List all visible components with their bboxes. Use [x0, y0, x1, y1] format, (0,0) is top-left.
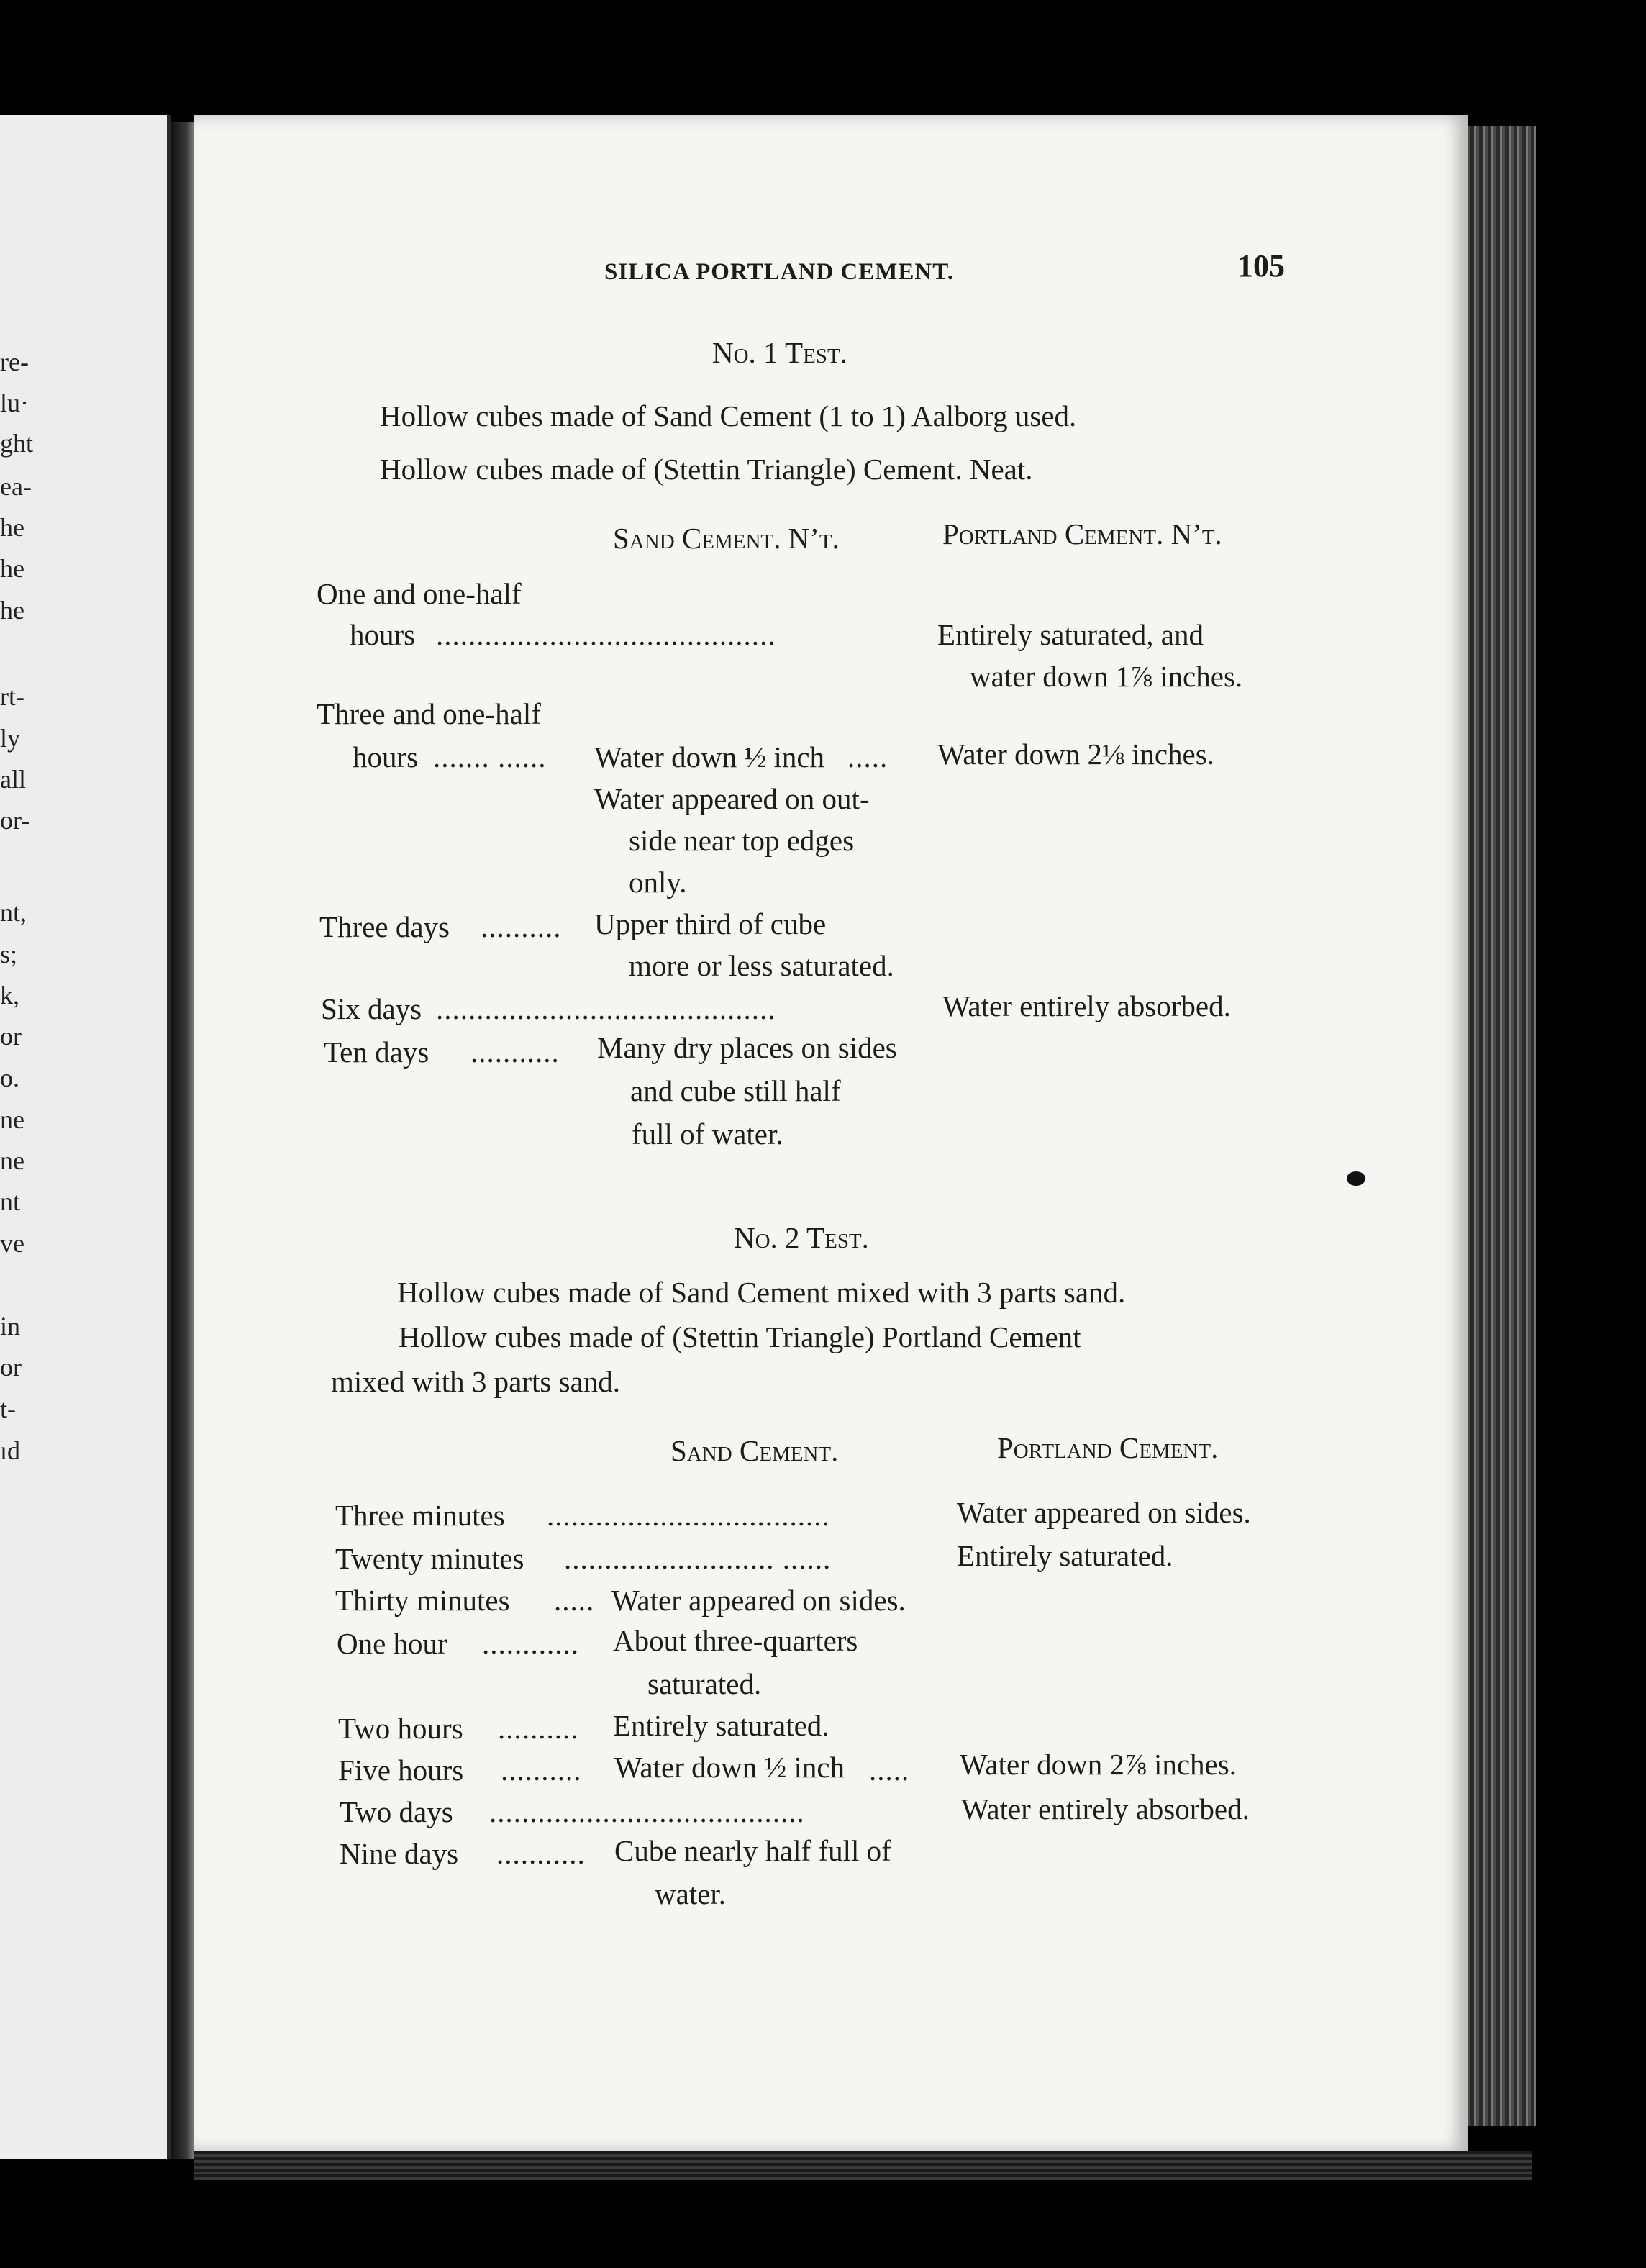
row-label: Ten days	[324, 1035, 429, 1069]
row-label: Two hours	[338, 1712, 463, 1745]
leader-dots: ..........	[481, 910, 562, 943]
sand-result: side near top edges	[629, 824, 855, 857]
test2-col-sand-header: Sand Cement.	[670, 1434, 839, 1467]
sand-result: water.	[655, 1877, 727, 1910]
row-label: Two days	[340, 1795, 453, 1828]
left-fragment: he	[0, 596, 24, 625]
left-fragment: re-	[0, 348, 29, 376]
sand-result: Water appeared on out-	[594, 782, 870, 815]
left-fragment: o.	[0, 1063, 19, 1092]
row-label: Six days	[321, 992, 422, 1025]
book-page	[194, 115, 1468, 2151]
test2-intro-line: Hollow cubes made of (Stettin Triangle) Portland Cement	[399, 1320, 1081, 1353]
book-gutter	[171, 122, 197, 2159]
left-fragment: or-	[0, 806, 30, 835]
left-fragment: lu·	[0, 389, 29, 417]
sand-result: Cube nearly half full of	[614, 1834, 891, 1867]
portland-result: Water down 2⅞ inches.	[960, 1748, 1237, 1781]
leader-dots: ..........................................	[436, 992, 776, 1025]
leader-dots: .....	[554, 1584, 595, 1617]
sand-result: full of water.	[632, 1117, 783, 1151]
left-fragment: rt-	[0, 682, 24, 711]
test1-intro-line: Hollow cubes made of Sand Cement (1 to 1) Aalborg used.	[380, 399, 1077, 432]
sand-result: and cube still half	[630, 1074, 841, 1107]
row-label: Three days	[319, 910, 450, 943]
row-label: One and one-half	[317, 577, 522, 610]
previous-page	[0, 115, 171, 2159]
page-edges	[1468, 126, 1536, 2126]
test1-col-sand-header: Sand Cement. N’t.	[613, 522, 840, 555]
row-label: Three and one-half	[317, 697, 541, 730]
left-fragment: s;	[0, 940, 18, 969]
sand-result: more or less saturated.	[629, 949, 894, 982]
leader-dots: ...........	[470, 1035, 560, 1069]
leader-dots: ..........................................	[436, 618, 776, 651]
left-fragment: all	[0, 765, 26, 794]
portland-result: water down 1⅞ inches.	[970, 660, 1243, 693]
left-fragment: or	[0, 1022, 22, 1051]
left-fragment: ıd	[0, 1436, 21, 1465]
leader-dots: .....	[847, 740, 888, 774]
row-label: Nine days	[340, 1837, 459, 1870]
test2-intro-line: mixed with 3 parts sand.	[331, 1365, 620, 1398]
sand-result: Water down ½ inch	[614, 1751, 845, 1784]
left-fragment: nt,	[0, 898, 27, 927]
row-label: Three minutes	[335, 1499, 505, 1532]
row-label: hours	[350, 618, 416, 651]
leader-dots: ............	[482, 1627, 579, 1660]
sand-result: only.	[629, 866, 687, 899]
left-fragment: nt	[0, 1187, 21, 1216]
left-fragment: ne	[0, 1146, 24, 1175]
sand-result: Water appeared on sides.	[611, 1584, 906, 1617]
portland-result: Water entirely absorbed.	[942, 989, 1231, 1022]
left-fragment: in	[0, 1312, 21, 1341]
leader-dots: ....... ......	[433, 740, 547, 774]
sand-result: About three-quarters	[613, 1624, 858, 1657]
portland-result: Water entirely absorbed.	[961, 1792, 1250, 1825]
row-label: Five hours	[338, 1754, 464, 1787]
left-fragment: or	[0, 1353, 22, 1382]
test2-col-portland-header: Portland Cement.	[997, 1431, 1219, 1464]
sand-result: Entirely saturated.	[613, 1709, 829, 1742]
left-fragment: ne	[0, 1105, 24, 1134]
left-fragment: he	[0, 554, 24, 583]
leader-dots: .......................................	[489, 1795, 805, 1828]
left-fragment: t-	[0, 1394, 16, 1423]
sand-result: Many dry places on sides	[597, 1031, 897, 1064]
leader-dots: .....	[869, 1754, 910, 1787]
portland-result: Entirely saturated.	[957, 1539, 1173, 1572]
leader-dots: ..........	[501, 1754, 582, 1787]
left-fragment: k,	[0, 981, 19, 1010]
left-fragment: ly	[0, 724, 21, 753]
left-fragment: he	[0, 513, 24, 542]
test1-heading: No. 1 Test.	[712, 336, 847, 369]
row-label: One hour	[337, 1627, 447, 1660]
row-label: Twenty minutes	[335, 1542, 524, 1575]
leader-dots: ...................................	[547, 1499, 830, 1532]
leader-dots: .......................... ......	[564, 1542, 832, 1575]
ink-speck	[1347, 1171, 1365, 1186]
portland-result: Water appeared on sides.	[957, 1496, 1251, 1529]
test1-col-portland-header: Portland Cement. N’t.	[942, 517, 1222, 550]
portland-result: Entirely saturated, and	[937, 618, 1204, 651]
portland-result: Water down 2⅛ inches.	[937, 738, 1214, 771]
left-fragment: ve	[0, 1229, 24, 1258]
test2-heading: No. 2 Test.	[734, 1221, 869, 1254]
left-fragment: ea-	[0, 472, 32, 501]
row-label: Thirty minutes	[335, 1584, 510, 1617]
page-number: 105	[1237, 248, 1285, 284]
leader-dots: ...........	[496, 1837, 586, 1870]
sand-result: Water down ½ inch	[594, 740, 825, 774]
running-header: SILICA PORTLAND CEMENT.	[604, 259, 955, 285]
test2-intro-line: Hollow cubes made of Sand Cement mixed with 3 parts sand.	[397, 1276, 1126, 1309]
row-label: hours	[353, 740, 419, 774]
test1-intro-line: Hollow cubes made of (Stettin Triangle) Cement. Neat.	[380, 453, 1033, 486]
left-fragment: ght	[0, 429, 34, 458]
page-bottom-edges	[194, 2151, 1532, 2180]
leader-dots: ..........	[498, 1712, 579, 1745]
sand-result: Upper third of cube	[594, 907, 827, 940]
sand-result: saturated.	[647, 1667, 762, 1700]
